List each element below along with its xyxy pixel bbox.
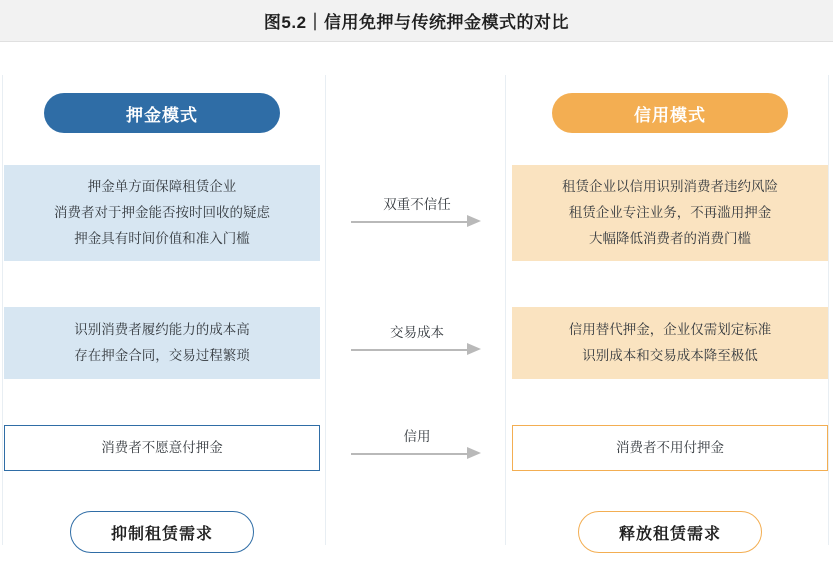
deposit-box-row3-line1: 消费者不愿意付押金 bbox=[101, 440, 223, 455]
arrow-row2-head-icon bbox=[467, 343, 481, 355]
guide-line-left-inner bbox=[325, 75, 326, 545]
deposit-box-row2 bbox=[4, 307, 320, 379]
credit-box-row1-line1: 租赁企业以信用识别消费者违约风险 bbox=[562, 179, 778, 194]
deposit-box-row1-line3: 押金具有时间价值和准入门槛 bbox=[74, 231, 250, 246]
deposit-box-row2-line2: 存在押金合同，交易过程繁琐 bbox=[74, 348, 250, 363]
guide-line-right-outer bbox=[828, 75, 829, 545]
arrow-row2 bbox=[349, 321, 485, 361]
figure-header bbox=[0, 0, 833, 42]
arrow-row1-label: 双重不信任 bbox=[383, 197, 451, 212]
deposit-box-row1 bbox=[4, 165, 320, 261]
arrow-row2-shaft bbox=[351, 349, 469, 351]
arrow-row3 bbox=[349, 425, 485, 465]
arrow-row1-head-icon bbox=[467, 215, 481, 227]
credit-box-row3-line1: 消费者不用付押金 bbox=[616, 440, 724, 455]
guide-line-right-inner bbox=[505, 75, 506, 545]
credit-box-row2-line2: 识别成本和交易成本降至极低 bbox=[582, 348, 758, 363]
deposit-box-row1-line2: 消费者对于押金能否按时回收的疑虑 bbox=[54, 205, 270, 220]
deposit-box-row3 bbox=[4, 425, 320, 471]
diagram-canvas bbox=[0, 43, 833, 570]
credit-box-row1-line3: 大幅降低消费者的消费门槛 bbox=[589, 231, 751, 246]
arrow-row1-shaft bbox=[351, 221, 469, 223]
arrow-row3-label: 信用 bbox=[403, 429, 431, 444]
credit-box-row2-line1: 信用替代押金，企业仅需划定标准 bbox=[568, 322, 772, 337]
credit-box-row1-line2: 租赁企业专注业务，不再滥用押金 bbox=[568, 205, 772, 220]
column-header-credit-mode: 信用模式 bbox=[552, 93, 788, 133]
guide-line-left-outer bbox=[2, 75, 3, 545]
credit-box-row3 bbox=[512, 425, 828, 471]
column-header-deposit-mode: 押金模式 bbox=[44, 93, 280, 133]
arrow-row3-head-icon bbox=[467, 447, 481, 459]
deposit-box-row1-line1: 押金单方面保障租赁企业 bbox=[87, 179, 237, 194]
conclusion-deposit: 抑制租赁需求 bbox=[70, 511, 254, 553]
deposit-box-row2-line1: 识别消费者履约能力的成本高 bbox=[74, 322, 250, 337]
arrow-row2-label: 交易成本 bbox=[390, 325, 444, 340]
credit-box-row1 bbox=[512, 165, 828, 261]
arrow-row1 bbox=[349, 193, 485, 233]
conclusion-credit: 释放租赁需求 bbox=[578, 511, 762, 553]
credit-box-row2 bbox=[512, 307, 828, 379]
arrow-row3-shaft bbox=[351, 453, 469, 455]
figure-title: 图5.2｜信用免押与传统押金模式的对比 bbox=[263, 13, 570, 32]
